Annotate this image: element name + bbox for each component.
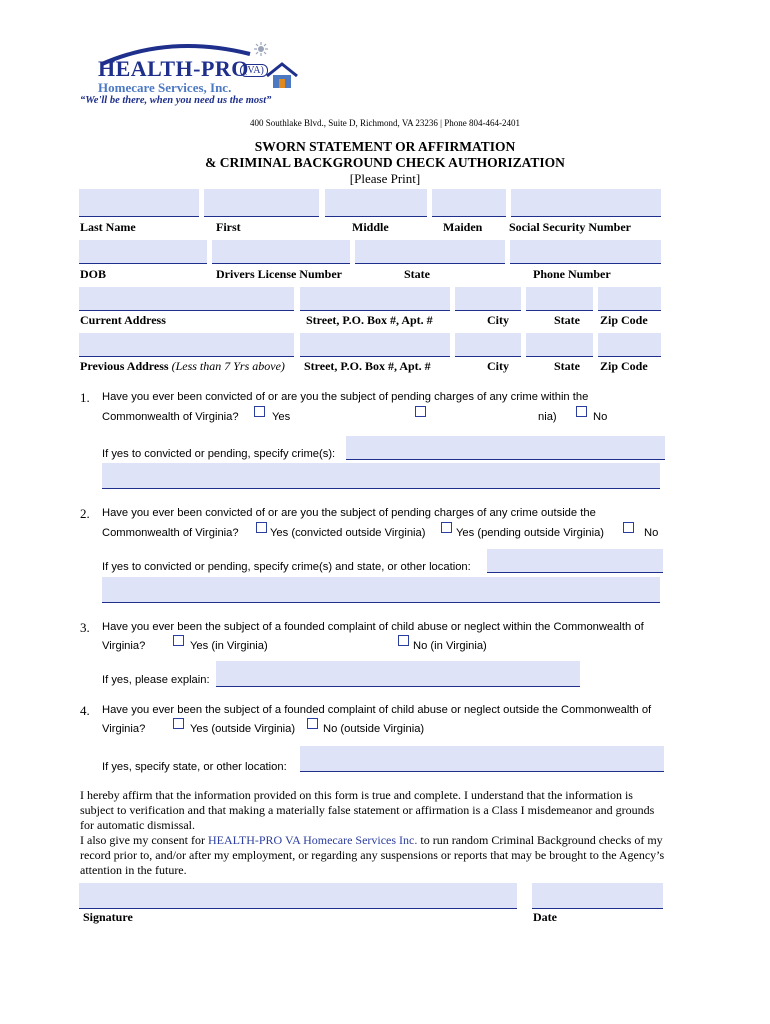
q4-text-line1: Have you ever been the subject of a founded complaint of child abuse or neglect outside the Commonwealth of [102,704,652,716]
dob-field[interactable] [79,240,207,264]
consent-line1 [80,833,700,848]
ssn-label: Social Security Number [509,220,631,234]
current-address-label: Current Address [80,313,166,327]
signature-field[interactable] [79,883,517,909]
affirmation-text [80,788,700,878]
q1-text-line2: Commonwealth of Virginia? [102,411,239,423]
logo-company: Homecare Services, Inc. [98,80,232,95]
q2-text-line1: Have you ever been convicted of or are you the subject of pending charges of any crime outside the [102,507,596,519]
q2-pending-checkbox[interactable] [441,522,452,533]
affirmation-line1: I hereby affirm that the information provided on this form is true and complete. I understand that the information is [80,788,633,802]
q2-pending-label: Yes (pending outside Virginia) [456,527,605,539]
q2-number: 2. [80,506,90,521]
q3-number: 3. [80,620,90,635]
q4-no-checkbox[interactable] [307,718,318,729]
current-city-label: City [487,313,509,327]
logo-slogan: “We'll be there, when you need us the most” [80,95,272,106]
current-city-field[interactable] [455,287,521,311]
q1-number: 1. [80,390,90,405]
q2-specify-label: If yes to convicted or pending, specify crime(s) and state, or other location: [102,561,471,573]
previous-address-text: Previous Address [80,359,169,373]
form-title-line1: SWORN STATEMENT OR AFFIRMATION [254,139,516,154]
q3-yes-label: Yes (in Virginia) [190,640,268,652]
previous-address-label [80,359,285,374]
q3-no-label: No (in Virginia) [413,640,487,652]
q1-no-checkbox[interactable] [576,406,587,417]
q4-no-label: No (outside Virginia) [323,723,425,735]
previous-state-field[interactable] [526,333,593,357]
previous-city-label: City [487,359,509,373]
previous-address-note: (Less than 7 Yrs above) [171,359,285,373]
q4-specify-label: If yes, specify state, or other location: [102,761,287,773]
q1-specify-field-2[interactable] [102,463,660,489]
company-logo [60,40,320,110]
logo-brand-tag: (VA) [244,65,264,76]
q3-no-checkbox[interactable] [398,635,409,646]
current-street-field[interactable] [300,287,450,311]
q1-specify-field[interactable] [346,436,665,460]
previous-city-field[interactable] [455,333,521,357]
q4-number: 4. [80,703,90,718]
q3-yes-checkbox[interactable] [173,635,184,646]
company-address: 400 Southlake Blvd., Suite D, Richmond, VA 23236 | Phone 804-464-2401 [250,118,520,128]
logo-brand: HEALTH-PRO [98,56,249,81]
previous-address-field[interactable] [79,333,294,357]
consent-text-b: to run random Criminal Background checks of my [417,833,663,847]
q2-convicted-label: Yes (convicted outside Virginia) [270,527,426,539]
q3-text-line1: Have you ever been the subject of a founded complaint of child abuse or neglect within the Commonwealth of [102,621,644,633]
previous-zip-label: Zip Code [600,359,648,373]
q2-specify-field[interactable] [487,549,663,573]
first-name-field[interactable] [204,189,319,217]
middle-name-label: Middle [352,220,389,234]
current-state-label: State [554,313,580,327]
previous-street-label: Street, P.O. Box #, Apt. # [304,359,431,373]
affirmation-line2: subject to verification and that making a materially false statement or affirmation is a Class I misdemeanor and grounds [80,803,655,817]
consent-line2: record prior to, and/or after my employment, or regarding any suspensions or reports that may be brought to the Agency’s [80,848,665,862]
current-zip-label: Zip Code [600,313,648,327]
q3-specify-label: If yes, please explain: [102,674,210,686]
consent-company: HEALTH-PRO VA Homecare Services Inc. [207,833,418,847]
house-icon [265,62,299,90]
q1-yes-checkbox[interactable] [254,406,265,417]
drivers-license-field[interactable] [212,240,350,264]
form-subtitle: [Please Print] [349,171,421,186]
q1-text-line1: Have you ever been convicted of or are you the subject of pending charges of any crime within the [102,391,589,403]
form-title-line2: & CRIMINAL BACKGROUND CHECK AUTHORIZATION [205,155,565,170]
last-name-field[interactable] [79,189,199,217]
phone-field[interactable] [510,240,661,264]
current-address-field[interactable] [79,287,294,311]
dob-label: DOB [80,267,107,281]
affirmation-line3: for automatic dismissal. [80,818,195,832]
previous-street-field[interactable] [300,333,450,357]
consent-text-a: I also give my consent for [80,833,208,847]
maiden-name-field[interactable] [432,189,506,217]
date-label: Date [533,910,557,924]
q4-specify-field[interactable] [300,746,664,772]
current-state-field[interactable] [526,287,593,311]
sun-icon [254,42,268,56]
current-street-label: Street, P.O. Box #, Apt. # [306,313,433,327]
signature-label: Signature [83,910,133,924]
q2-specify-field-2[interactable] [102,577,660,603]
current-zip-field[interactable] [598,287,661,311]
drivers-license-label: Drivers License Number [216,267,342,281]
last-name-label: Last Name [80,220,136,234]
q2-no-label: No [644,527,659,539]
first-name-label: First [216,220,241,234]
consent-line3: attention in the future. [80,863,187,877]
date-field[interactable] [532,883,663,909]
q1-pending-checkbox[interactable] [415,406,426,417]
q1-pending-label: nia) [538,411,557,423]
q2-convicted-checkbox[interactable] [256,522,267,533]
q1-specify-label: If yes to convicted or pending, specify crime(s): [102,448,336,460]
q3-text-line2: Virginia? [102,640,146,652]
maiden-name-label: Maiden [443,220,483,234]
q1-no-label: No [593,411,608,423]
middle-name-field[interactable] [325,189,427,217]
phone-label: Phone Number [533,267,611,281]
ssn-field[interactable] [511,189,661,217]
q2-no-checkbox[interactable] [623,522,634,533]
q4-text-line2: Virginia? [102,723,146,735]
previous-state-label: State [554,359,580,373]
q3-specify-field[interactable] [216,661,580,687]
q4-yes-label: Yes (outside Virginia) [190,723,296,735]
dl-state-field[interactable] [355,240,505,264]
q2-text-line2: Commonwealth of Virginia? [102,527,239,539]
q4-yes-checkbox[interactable] [173,718,184,729]
previous-zip-field[interactable] [598,333,661,357]
dl-state-label: State [404,267,430,281]
q1-yes-label: Yes [272,411,291,423]
